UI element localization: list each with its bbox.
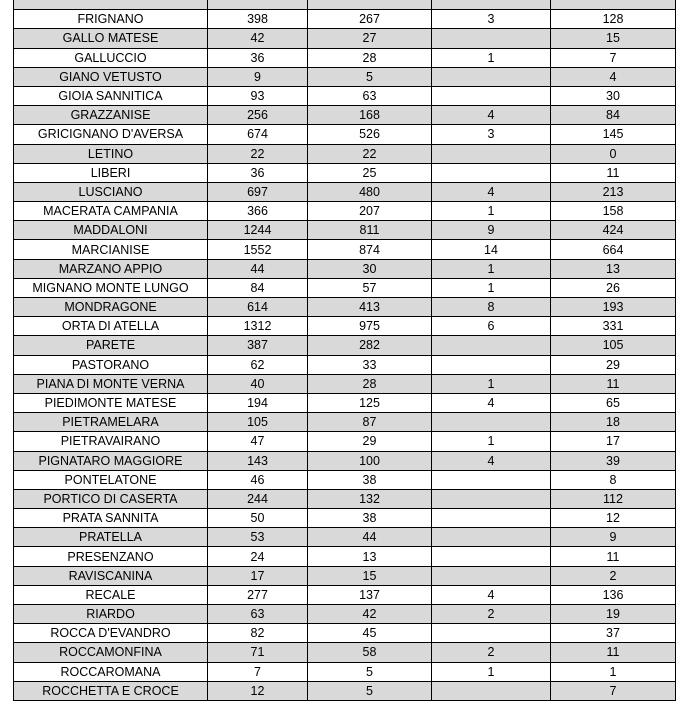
value-cell: 13 [551, 259, 676, 278]
municipality-cell: PIETRAVAIRANO [14, 432, 208, 451]
value-cell: 62 [208, 355, 308, 374]
municipality-cell [14, 0, 208, 10]
value-cell: 50 [208, 509, 308, 528]
value-cell: 87 [308, 413, 432, 432]
value-cell [432, 489, 551, 508]
value-cell [432, 355, 551, 374]
value-cell: 277 [208, 585, 308, 604]
value-cell: 413 [308, 298, 432, 317]
value-cell: 267 [308, 10, 432, 29]
value-cell [432, 29, 551, 48]
municipality-cell: PIETRAMELARA [14, 413, 208, 432]
value-cell [432, 566, 551, 585]
value-cell: 2 [551, 566, 676, 585]
value-cell: 8 [432, 298, 551, 317]
value-cell: 1 [432, 48, 551, 67]
value-cell [432, 336, 551, 355]
table-row [14, 413, 676, 432]
value-cell: 105 [551, 336, 676, 355]
value-cell: 128 [551, 10, 676, 29]
value-cell: 44 [308, 528, 432, 547]
value-cell: 3 [432, 10, 551, 29]
value-cell [432, 86, 551, 105]
value-cell: 9 [208, 67, 308, 86]
value-cell: 1312 [208, 317, 308, 336]
municipality-cell: GALLUCCIO [14, 48, 208, 67]
municipality-cell: PRATELLA [14, 528, 208, 547]
value-cell: 30 [551, 86, 676, 105]
municipality-cell: GALLO MATESE [14, 29, 208, 48]
value-cell: 2 [432, 643, 551, 662]
table-row [14, 259, 676, 278]
table-row [14, 566, 676, 585]
value-cell: 38 [308, 509, 432, 528]
table-row [14, 528, 676, 547]
value-cell: 84 [551, 106, 676, 125]
value-cell: 28 [308, 374, 432, 393]
table-row [14, 317, 676, 336]
value-cell: 53 [208, 528, 308, 547]
municipality-cell: ROCCHETTA E CROCE [14, 681, 208, 700]
municipality-cell: MONDRAGONE [14, 298, 208, 317]
value-cell [308, 0, 432, 10]
value-cell: 136 [551, 585, 676, 604]
value-cell: 4 [432, 585, 551, 604]
table-row [14, 355, 676, 374]
municipality-cell: PIGNATARO MAGGIORE [14, 451, 208, 470]
value-cell: 424 [551, 221, 676, 240]
value-cell: 4 [432, 106, 551, 125]
value-cell [432, 681, 551, 700]
municipality-cell: ROCCA D'EVANDRO [14, 624, 208, 643]
value-cell: 26 [551, 278, 676, 297]
value-cell: 44 [208, 259, 308, 278]
value-cell: 194 [208, 393, 308, 412]
value-cell: 11 [551, 163, 676, 182]
table-row [14, 144, 676, 163]
municipality-cell: PASTORANO [14, 355, 208, 374]
municipality-cell: MARZANO APPIO [14, 259, 208, 278]
table-row [14, 681, 676, 700]
value-cell: 5 [308, 681, 432, 700]
value-cell: 674 [208, 125, 308, 144]
value-cell: 158 [551, 202, 676, 221]
value-cell: 8 [551, 470, 676, 489]
municipality-cell: GIANO VETUSTO [14, 67, 208, 86]
value-cell: 1244 [208, 221, 308, 240]
value-cell [432, 470, 551, 489]
value-cell [432, 0, 551, 10]
value-cell: 811 [308, 221, 432, 240]
value-cell: 282 [308, 336, 432, 355]
value-cell: 125 [308, 393, 432, 412]
table-row [14, 10, 676, 29]
table-row [14, 163, 676, 182]
table-row [14, 125, 676, 144]
value-cell: 12 [208, 681, 308, 700]
value-cell: 46 [208, 470, 308, 489]
value-cell: 1 [432, 432, 551, 451]
municipality-cell: FRIGNANO [14, 10, 208, 29]
value-cell [432, 547, 551, 566]
municipality-cell: MACERATA CAMPANIA [14, 202, 208, 221]
value-cell: 36 [208, 163, 308, 182]
value-cell [208, 0, 308, 10]
value-cell: 4 [432, 451, 551, 470]
table-row [14, 605, 676, 624]
table-row [14, 489, 676, 508]
municipality-cell: LUSCIANO [14, 182, 208, 201]
municipality-cell: PONTELATONE [14, 470, 208, 489]
municipality-cell: PIEDIMONTE MATESE [14, 393, 208, 412]
value-cell: 207 [308, 202, 432, 221]
value-cell: 15 [308, 566, 432, 585]
table-row [14, 48, 676, 67]
value-cell [432, 509, 551, 528]
table-row [14, 336, 676, 355]
value-cell: 1 [432, 278, 551, 297]
value-cell: 17 [208, 566, 308, 585]
value-cell: 1 [432, 259, 551, 278]
table-row [14, 221, 676, 240]
value-cell: 19 [551, 605, 676, 624]
value-cell: 244 [208, 489, 308, 508]
table-row [14, 202, 676, 221]
table-row [14, 393, 676, 412]
value-cell: 4 [432, 393, 551, 412]
value-cell: 29 [308, 432, 432, 451]
municipality-cell: ROCCAROMANA [14, 662, 208, 681]
value-cell: 0 [551, 144, 676, 163]
value-cell: 29 [551, 355, 676, 374]
table-row [14, 470, 676, 489]
value-cell: 57 [308, 278, 432, 297]
municipality-cell: LIBERI [14, 163, 208, 182]
value-cell: 14 [432, 240, 551, 259]
value-cell: 5 [308, 662, 432, 681]
value-cell: 37 [551, 624, 676, 643]
value-cell: 82 [208, 624, 308, 643]
value-cell: 11 [551, 643, 676, 662]
value-cell: 4 [551, 67, 676, 86]
municipality-cell: GRAZZANISE [14, 106, 208, 125]
value-cell: 143 [208, 451, 308, 470]
value-cell: 58 [308, 643, 432, 662]
value-cell: 38 [308, 470, 432, 489]
value-cell: 93 [208, 86, 308, 105]
municipality-cell: RIARDO [14, 605, 208, 624]
municipality-cell: MARCIANISE [14, 240, 208, 259]
municipality-cell: PIANA DI MONTE VERNA [14, 374, 208, 393]
value-cell: 1552 [208, 240, 308, 259]
value-cell: 975 [308, 317, 432, 336]
value-cell: 193 [551, 298, 676, 317]
value-cell: 100 [308, 451, 432, 470]
value-cell: 24 [208, 547, 308, 566]
table-row [14, 585, 676, 604]
value-cell [551, 0, 676, 10]
municipality-cell: ROCCAMONFINA [14, 643, 208, 662]
table-row [14, 624, 676, 643]
table-row [14, 662, 676, 681]
value-cell: 526 [308, 125, 432, 144]
value-cell [432, 528, 551, 547]
value-cell: 22 [308, 144, 432, 163]
value-cell: 1 [432, 202, 551, 221]
table-row [14, 298, 676, 317]
value-cell: 9 [551, 528, 676, 547]
value-cell: 63 [308, 86, 432, 105]
value-cell: 331 [551, 317, 676, 336]
value-cell: 12 [551, 509, 676, 528]
value-cell: 11 [551, 547, 676, 566]
value-cell: 2 [432, 605, 551, 624]
value-cell: 33 [308, 355, 432, 374]
municipality-cell: RAVISCANINA [14, 566, 208, 585]
value-cell: 614 [208, 298, 308, 317]
value-cell: 39 [551, 451, 676, 470]
value-cell: 398 [208, 10, 308, 29]
value-cell: 387 [208, 336, 308, 355]
value-cell: 105 [208, 413, 308, 432]
municipality-cell: PRATA SANNITA [14, 509, 208, 528]
value-cell: 28 [308, 48, 432, 67]
value-cell [432, 413, 551, 432]
value-cell: 664 [551, 240, 676, 259]
table-row [14, 509, 676, 528]
municipality-cell: LETINO [14, 144, 208, 163]
table-row [14, 432, 676, 451]
table-row [14, 278, 676, 297]
value-cell [432, 163, 551, 182]
value-cell: 6 [432, 317, 551, 336]
value-cell: 3 [432, 125, 551, 144]
value-cell: 256 [208, 106, 308, 125]
value-cell: 42 [208, 29, 308, 48]
value-cell: 22 [208, 144, 308, 163]
municipality-data-table [13, 0, 676, 701]
value-cell: 65 [551, 393, 676, 412]
value-cell: 40 [208, 374, 308, 393]
table-row [14, 374, 676, 393]
value-cell: 5 [308, 67, 432, 86]
value-cell: 18 [551, 413, 676, 432]
value-cell: 36 [208, 48, 308, 67]
value-cell: 7 [208, 662, 308, 681]
value-cell: 874 [308, 240, 432, 259]
value-cell: 366 [208, 202, 308, 221]
value-cell: 145 [551, 125, 676, 144]
value-cell: 25 [308, 163, 432, 182]
table-body [14, 0, 676, 700]
table-row [14, 67, 676, 86]
value-cell: 1 [432, 662, 551, 681]
table-row [14, 643, 676, 662]
value-cell: 480 [308, 182, 432, 201]
municipality-cell: PRESENZANO [14, 547, 208, 566]
value-cell: 71 [208, 643, 308, 662]
value-cell [432, 624, 551, 643]
value-cell: 45 [308, 624, 432, 643]
municipality-cell: GRICIGNANO D'AVERSA [14, 125, 208, 144]
value-cell: 27 [308, 29, 432, 48]
value-cell: 137 [308, 585, 432, 604]
value-cell: 7 [551, 48, 676, 67]
value-cell: 63 [208, 605, 308, 624]
municipality-cell: PORTICO DI CASERTA [14, 489, 208, 508]
value-cell: 1 [551, 662, 676, 681]
value-cell: 47 [208, 432, 308, 451]
municipality-cell: GIOIA SANNITICA [14, 86, 208, 105]
table-row [14, 547, 676, 566]
value-cell: 1 [432, 374, 551, 393]
table-row [14, 106, 676, 125]
value-cell: 132 [308, 489, 432, 508]
value-cell: 168 [308, 106, 432, 125]
value-cell [432, 67, 551, 86]
value-cell: 17 [551, 432, 676, 451]
table-row [14, 240, 676, 259]
table-row [14, 0, 676, 10]
table-row [14, 182, 676, 201]
value-cell: 4 [432, 182, 551, 201]
table-row [14, 29, 676, 48]
value-cell: 213 [551, 182, 676, 201]
municipality-cell: RECALE [14, 585, 208, 604]
value-cell: 9 [432, 221, 551, 240]
value-cell: 7 [551, 681, 676, 700]
value-cell [432, 144, 551, 163]
value-cell: 112 [551, 489, 676, 508]
table-row [14, 86, 676, 105]
value-cell: 84 [208, 278, 308, 297]
value-cell: 11 [551, 374, 676, 393]
municipality-cell: PARETE [14, 336, 208, 355]
value-cell: 13 [308, 547, 432, 566]
table-row [14, 451, 676, 470]
value-cell: 15 [551, 29, 676, 48]
municipality-cell: MIGNANO MONTE LUNGO [14, 278, 208, 297]
value-cell: 42 [308, 605, 432, 624]
value-cell: 697 [208, 182, 308, 201]
value-cell: 30 [308, 259, 432, 278]
municipality-cell: MADDALONI [14, 221, 208, 240]
municipality-cell: ORTA DI ATELLA [14, 317, 208, 336]
